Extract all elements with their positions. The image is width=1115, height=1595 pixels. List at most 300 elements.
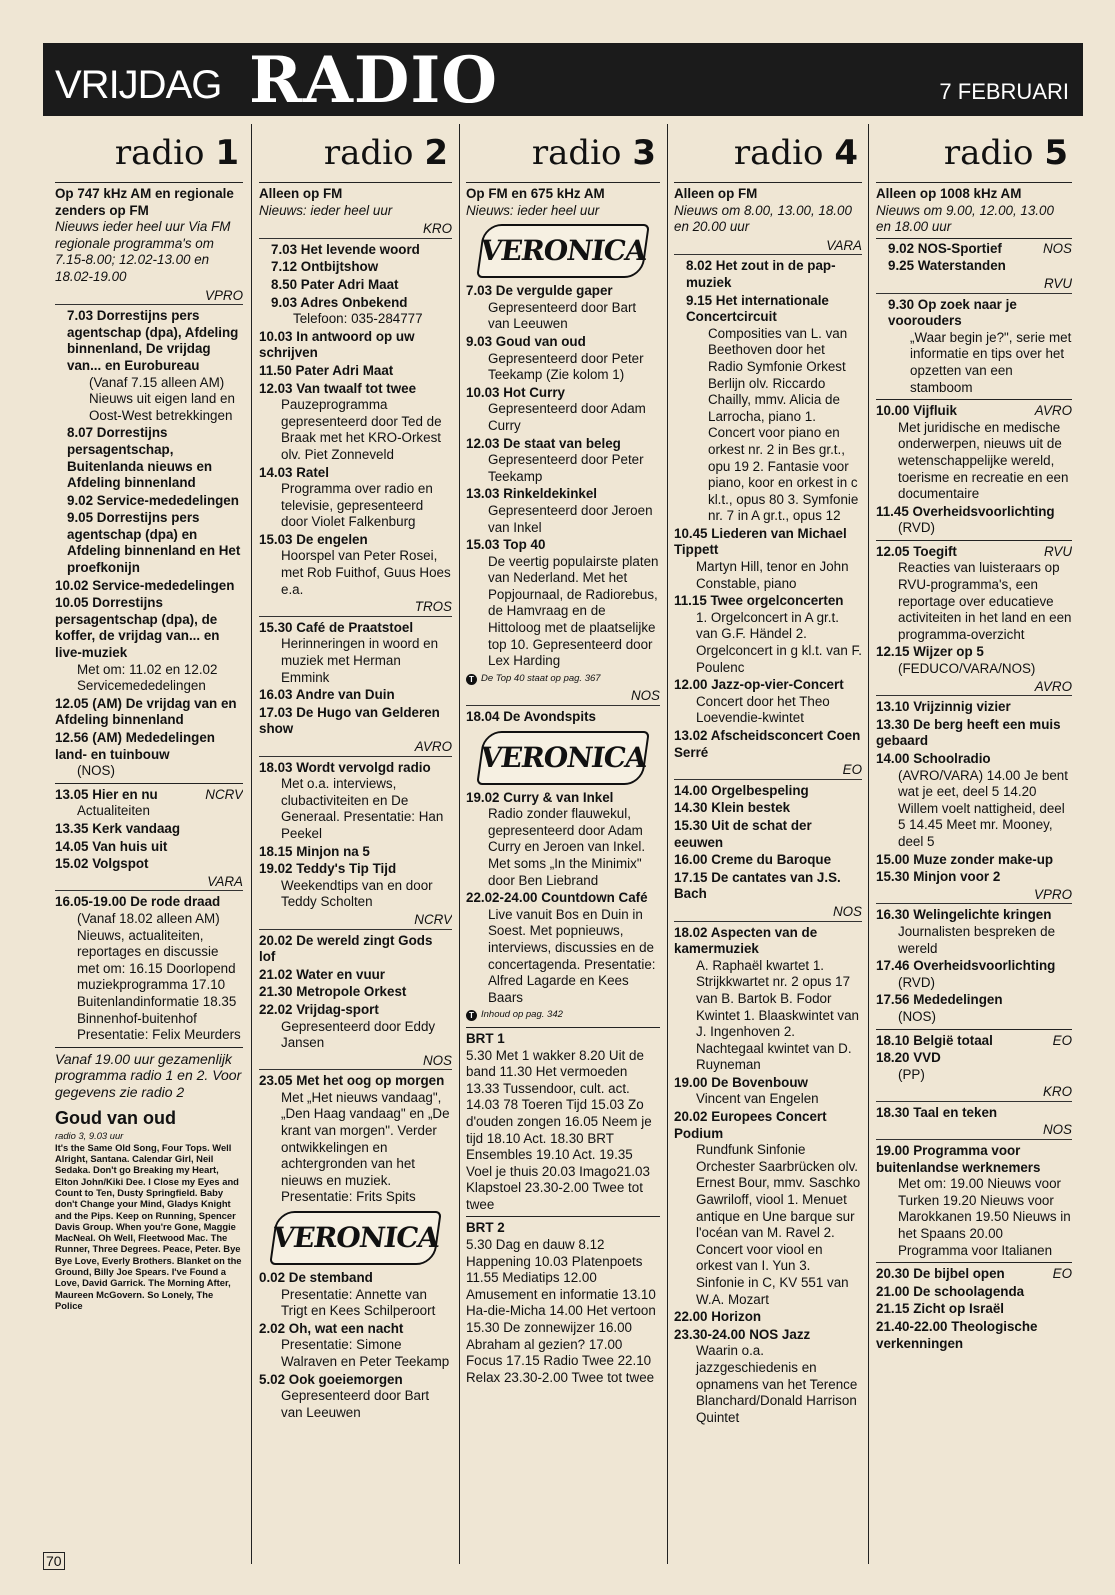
- program-entry: [466, 790, 660, 890]
- program-entry: [55, 730, 243, 780]
- program-title: 17.15 De cantates van J.S. Bach: [674, 869, 841, 902]
- program-description: Composities van L. van Beethoven door het Radio Symfonie Orkest Berlijn olv. Riccardo Chailly, mmv. Alicia de Larrocha, piano 1. Concert voor piano en orkest nr. 2 in Bes gr.t., opu 19 2. Fantasie voor piano, koor en orkest in c kl.t., opus 80 3. Symfonie nr. 7 in A gr.t., opus 12: [708, 325, 859, 524]
- program-title: 8.02 Het zout in de pap-muziek: [686, 258, 836, 290]
- veronica-logo: VERONICA: [269, 1211, 442, 1265]
- broadcaster-label: EO: [674, 762, 862, 780]
- program-description: „Waar begin je?", serie met informatie en tips over het opzetten van een stamboom: [910, 329, 1072, 395]
- program-entry: [674, 677, 862, 727]
- brt-schedule: 5.30 Dag en dauw 8.12 Happening 10.03 Platenpoets 11.55 Mediatips 12.00 Amusement en informatie 13.10 Ha-die-Micha 14.00 Het vertoon 15.30 De zonnewijzer 16.00 Abraham al gezien? 17.00 Focus 17.15 Radio Twee 22.10 Relax 23.30-2.00 Twee tot twee: [466, 1237, 656, 1385]
- program-entry: [674, 783, 862, 800]
- column-divider: [459, 124, 460, 1564]
- program-title: 20.02 Europees Concert Podium: [674, 1109, 827, 1141]
- program-description: (RVD): [898, 974, 935, 990]
- program-entry: [674, 1309, 862, 1326]
- program-title: 15.03 De engelen: [259, 531, 368, 547]
- program-title: 13.02 Afscheidsconcert Coen Serré: [674, 728, 861, 760]
- veronica-logo: VERONICA: [476, 731, 650, 785]
- program-title: 16.00 Creme du Baroque: [674, 852, 832, 868]
- program-description: Gepresenteerd door Peter Teekamp: [488, 452, 644, 484]
- program-title: 14.00 Orgelbespeling: [674, 782, 809, 798]
- program-title: 11.15 Twee orgelconcerten: [674, 593, 844, 609]
- program-entry: [55, 595, 243, 695]
- tv-icon: T: [466, 1010, 477, 1021]
- program-title: 9.03 Goud van oud: [466, 333, 586, 349]
- program-title: 9.02 Service-mededelingen: [67, 492, 239, 508]
- program-description: Pauzeprogramma gepresenteerd door Ted de Braak met het KRO-Orkest olv. Piet Zonneveld: [281, 397, 442, 462]
- program-title: 14.03 Ratel: [259, 464, 329, 480]
- broadcaster-label: RVU: [876, 276, 1072, 294]
- program-entry: [259, 687, 452, 704]
- program-description: (Vanaf 7.15 alleen AM) Nieuws uit eigen land en Oost-West betrekkingen: [89, 374, 235, 423]
- broadcaster-tag: EO: [1052, 1266, 1072, 1282]
- column-title-label: radio: [323, 133, 414, 173]
- brt-listing: [466, 1220, 660, 1386]
- program-title: 13.03 Rinkeldekinkel: [466, 486, 598, 502]
- page-reference-note: [466, 671, 660, 688]
- program-entry: [876, 717, 1072, 750]
- program-entry: [876, 1033, 1072, 1050]
- program-entry: [876, 1319, 1072, 1352]
- program-entry: [259, 844, 452, 861]
- program-entry: [259, 1372, 452, 1422]
- program-title: 21.02 Water en vuur: [259, 966, 386, 982]
- column-intro: [55, 186, 243, 286]
- program-title: 15.30 Uit de schat der eeuwen: [674, 817, 812, 850]
- program-title: 21.40-22.00 Theologische verkenningen: [876, 1319, 1038, 1351]
- program-title-text: 20.30 De bijbel open: [876, 1266, 1005, 1282]
- program-title: 10.05 Dorrestijns persagentschap (dpa), de koffer, de vrijdag van... en live-muziek: [55, 595, 220, 661]
- program-title: 10.03 Hot Curry: [466, 384, 565, 400]
- column-title-number: 4: [834, 133, 858, 173]
- tv-icon: T: [466, 674, 477, 685]
- program-entry: [674, 818, 862, 851]
- program-entry: [259, 933, 452, 966]
- program-entry: [259, 532, 452, 598]
- program-title: 21.15 Zicht op Israël: [876, 1301, 1005, 1317]
- intro-news: Nieuws ieder heel uur Via FM regionale programma's om 7.15-8.00; 12.02-13.00 en 18.02-19.00: [55, 219, 231, 284]
- program-title: [888, 241, 1072, 258]
- program-entry: [259, 760, 452, 843]
- program-description: Vincent van Engelen: [696, 1091, 819, 1107]
- program-entry: [876, 504, 1072, 537]
- broadcaster-tag: NOS: [1042, 240, 1072, 256]
- program-entry: [876, 644, 1072, 677]
- program-entry: [259, 242, 452, 259]
- program-title: 22.02 Vrijdag-sport: [259, 1001, 379, 1017]
- column-title-label: radio: [943, 133, 1034, 173]
- program-entry: [674, 1075, 862, 1108]
- column-radio-5: [876, 124, 1072, 1569]
- program-entry: [259, 705, 452, 738]
- column-radio-1: [55, 124, 243, 1569]
- section-rule: [55, 783, 243, 784]
- column-intro: [876, 186, 1072, 236]
- program-title-text: 18.10 België totaal: [876, 1032, 993, 1048]
- program-title: 11.50 Pater Adri Maat: [259, 362, 394, 378]
- program-entry: [55, 696, 243, 729]
- program-entry: [876, 297, 1072, 397]
- program-title: 16.05-19.00 De rode draad: [55, 894, 221, 910]
- program-entry: [876, 1266, 1072, 1283]
- program-title: 7.12 Ontbijtshow: [271, 259, 379, 275]
- intro-news: Nieuws om 8.00, 13.00, 18.00 en 20.00 uur: [674, 202, 852, 235]
- program-title: 10.03 In antwoord op uw schrijven: [259, 328, 415, 361]
- program-entry: [259, 363, 452, 380]
- program-title: 17.46 Overheidsvoorlichting: [876, 958, 1056, 974]
- broadcaster-label: KRO: [259, 221, 452, 239]
- program-entry: [876, 1284, 1072, 1301]
- intro-frequency: Alleen op FM: [674, 186, 758, 201]
- intro-frequency: Op FM en 675 kHz AM: [466, 186, 605, 201]
- program-title: 7.03 De vergulde gaper: [466, 283, 613, 299]
- column-divider: [667, 124, 668, 1564]
- program-entry: [876, 258, 1072, 275]
- program-entry: [674, 925, 862, 1074]
- column-radio-2: [259, 124, 452, 1569]
- column-title-number: 3: [632, 133, 656, 173]
- program-description: Met om: 19.00 Nieuws voor Turken 19.20 Nieuws voor Marokkanen 19.50 Nieuws in het Spaans 20.00 Programma voor Italianen: [898, 1176, 1071, 1258]
- program-description: Presentatie: Annette van Trigt en Kees Schilperoort: [281, 1286, 436, 1319]
- program-title: 12.03 De staat van beleg: [466, 435, 621, 451]
- program-description: Gepresenteerd door Bart van Leeuwen: [488, 299, 637, 332]
- column-title: [259, 124, 452, 183]
- broadcaster-label: VARA: [55, 874, 243, 892]
- program-entry: [876, 1105, 1072, 1122]
- column-title: [55, 124, 243, 183]
- program-title: 21.00 De schoolagenda: [876, 1283, 1025, 1299]
- column-title-number: 5: [1044, 133, 1068, 173]
- program-entry: [55, 787, 243, 820]
- program-title: 15.30 Café de Praatstoel: [259, 619, 414, 635]
- broadcaster-label: VPRO: [55, 288, 243, 306]
- program-title: 22.02-24.00 Countdown Café: [466, 890, 648, 906]
- program-entry: [466, 537, 660, 670]
- section-rule: [876, 399, 1072, 400]
- program-entry: [259, 1002, 452, 1052]
- program-entry: [55, 821, 243, 838]
- intro-frequency: Alleen op FM: [259, 186, 343, 201]
- program-title: 23.30-24.00 NOS Jazz: [674, 1326, 811, 1342]
- program-title: 12.56 (AM) Mededelingen land- en tuinbouw: [55, 730, 215, 762]
- program-title: 19.00 Programma voor buitenlandse werknemers: [876, 1143, 1041, 1175]
- program-entry: [55, 308, 243, 424]
- program-title: 9.25 Waterstanden: [888, 258, 1006, 274]
- program-title: 18.02 Aspecten van de kamermuziek: [674, 924, 818, 957]
- program-title: [876, 544, 1072, 561]
- program-entry: [876, 403, 1072, 503]
- program-entry: [876, 238, 1072, 258]
- column-radio-4: [674, 124, 862, 1569]
- program-title: 18.30 Taal en teken: [876, 1104, 998, 1120]
- program-description: (AVRO/VARA) 14.00 Je bent wat je eet, deel 5 14.20 Willem voelt nattigheid, deel 5 14.45 Meet mr. Mooney, deel 5: [898, 767, 1068, 849]
- program-entry: [466, 486, 660, 536]
- brt-schedule: 5.30 Met 1 wakker 8.20 Uit de band 11.30 Het vermoeden 13.33 Tussendoor, cult. act. 14.03 78 Toeren Tijd 15.03 Zo d'ouden zongen 16.05 Neem je tijd 18.10 Act. 18.30 BRT Ensembles 19.10 Act. 19.35 Voel je thuis 20.03 Imago21.03 Klapstoel 23.30-2.00 Twee tot twee: [466, 1047, 652, 1212]
- program-entry: [876, 1143, 1072, 1259]
- program-entry: [674, 728, 862, 761]
- column-title-number: 2: [424, 133, 448, 173]
- program-description: Concert door het Theo Loevendie-kwintet: [696, 693, 830, 726]
- program-title: 11.45 Overheidsvoorlichting: [876, 503, 1055, 519]
- program-title: [876, 1266, 1072, 1283]
- program-title: 7.03 Dorrestijns pers agentschap (dpa), Afdeling binnenland, De vrijdag van... en Eurobureau: [67, 308, 239, 373]
- program-description: Met o.a. interviews, clubactiviteiten en De Generaal. Presentatie: Han Peekel: [281, 776, 444, 841]
- program-entry: [55, 510, 243, 576]
- broadcaster-label: KRO: [876, 1084, 1072, 1102]
- program-description: Met om: 11.02 en 12.02 Servicemededelingen: [77, 661, 218, 694]
- header-day: VRIJDAG: [55, 63, 222, 107]
- program-title: 13.30 De berg heeft een muis gebaard: [876, 716, 1061, 749]
- program-entry: [259, 381, 452, 464]
- program-entry: [259, 967, 452, 984]
- goud-van-oud-tracklist: It's the Same Old Song, Four Tops. Well Alright, Santana. Calendar Girl, Neil Sedaka. Don't go Breaking my Heart, Elton John/Kiki Dee. I Close my Eyes and Count to Ten, Dusty Springfield. Baby don't Change your Mind, Gladys Knight and the Pips. Keep on Running, Spencer Davis Group. When you're Gone, Maggie MacNeal. Oh Well, Fleetwood Mac. The Runner, Three Degrees. Peace, Peter. Bye Bye Love, Everly Brothers. Blanket on the Ground, Billy Joe Spears. I've Found a Love, David Garrick. The Morning After, Maureen McGovern. So Lonely, The Police: [55, 1141, 242, 1311]
- program-title: 21.30 Metropole Orkest: [259, 984, 407, 1000]
- program-entry: [876, 699, 1072, 716]
- program-description: Met juridische en medische onderwerpen, nieuws uit de wetenschappelijke wereld, toerisme en recreatie en een documentaire: [898, 419, 1069, 502]
- program-description: (Vanaf 18.02 alleen AM) Nieuws, actualiteiten, reportages en discussie met om: 16.15 Doorlopend muziekprogramma 17.10 Buitenlandinformatie 18.35 Binnenhof-buitenhof Presentatie: Felix Meurders: [77, 910, 241, 1043]
- program-title: 17.03 De Hugo van Gelderen show: [259, 704, 440, 737]
- program-description: Gepresenteerd door Bart van Leeuwen: [281, 1388, 430, 1420]
- program-entry: [259, 1073, 452, 1206]
- program-entry: [466, 890, 660, 1006]
- program-description: Rundfunk Sinfonie Orchester Saarbrücken olv. Ernest Bour, mmv. Saschko Gawriloff, viool 1. Menuet antique en Une barque sur l'océan van M. Ravel 2. Concert voor viool en orkest van I. Yun 3. Sinfonie in C, KV 551 van W.A. Mozart: [696, 1142, 861, 1307]
- column-intro: [466, 186, 660, 219]
- broadcaster-label: VARA: [674, 238, 862, 256]
- broadcaster-label: VPRO: [876, 887, 1072, 905]
- program-entry: [259, 465, 452, 531]
- program-title: 22.00 Horizon: [674, 1309, 762, 1325]
- program-title: 12.03 Van twaalf tot twee: [259, 380, 417, 396]
- intro-news: Nieuws om 9.00, 12.00, 13.00 en 18.00 uur: [876, 202, 1054, 235]
- program-title: 2.02 Oh, wat een nacht: [259, 1320, 404, 1336]
- program-title: 14.30 Klein bestek: [674, 800, 791, 816]
- program-description: (FEDUCO/VARA/NOS): [898, 661, 1036, 677]
- brt-listing: [466, 1031, 660, 1214]
- program-entry: [55, 425, 243, 491]
- program-entry: [55, 856, 243, 873]
- program-title: 16.03 Andre van Duin: [259, 687, 395, 703]
- program-title: 15.00 Muze zonder make-up: [876, 851, 1054, 867]
- header-title: RADIO: [249, 43, 499, 118]
- program-title: 12.15 Wijzer op 5: [876, 644, 984, 660]
- program-entry: [259, 1270, 452, 1320]
- program-title: 8.07 Dorrestijns persagentschap, Buitenlanda nieuws en Afdeling binnenland: [67, 425, 213, 491]
- column-title: [674, 124, 862, 183]
- program-title: 7.03 Het levende woord: [271, 241, 420, 257]
- column-title-number: 1: [215, 133, 239, 173]
- program-title: 15.03 Top 40: [466, 537, 546, 553]
- program-description: Gepresenteerd door Peter Teekamp (Zie kolom 1): [488, 350, 644, 383]
- broadcaster-label: AVRO: [876, 679, 1072, 697]
- program-entry: [466, 385, 660, 435]
- program-title: 13.35 Kerk vandaag: [55, 820, 181, 836]
- program-entry: [674, 258, 862, 291]
- program-title: 19.02 Teddy's Tip Tijd: [259, 861, 397, 877]
- program-entry: [674, 593, 862, 676]
- program-title: 18.15 Minjon na 5: [259, 843, 370, 859]
- column-title: [876, 124, 1072, 183]
- broadcaster-label: NOS: [674, 904, 862, 922]
- intro-news: Nieuws: ieder heel uur: [466, 202, 600, 218]
- program-description: Programma over radio en televisie, gepresenteerd door Violet Falkenburg: [281, 481, 433, 530]
- note-text: De Top 40 staat op pag. 367: [481, 672, 601, 684]
- program-description: Met „Het nieuws vandaag", „Den Haag vandaag" en „De krant van morgen". Verder ontwikkelingen en achtergronden van het nieuws en muziek. Presentatie: Frits Spits: [281, 1089, 450, 1205]
- program-title: 5.02 Ook goeiemorgen: [259, 1371, 403, 1387]
- program-entry: [466, 283, 660, 333]
- goud-van-oud-title: Goud van oud: [55, 1108, 176, 1129]
- program-description: (PP): [898, 1066, 925, 1082]
- program-description: Gepresenteerd door Adam Curry: [488, 401, 646, 433]
- program-entry: [876, 869, 1072, 886]
- program-title: 10.02 Service-mededelingen: [55, 577, 235, 593]
- column-title-label: radio: [531, 133, 622, 173]
- program-title: 17.56 Mededelingen: [876, 992, 1003, 1008]
- column-divider: [868, 124, 869, 1564]
- program-entry: [876, 544, 1072, 644]
- program-description: 1. Orgelconcert in A gr.t. van G.F. Händel 2. Orgelconcert in g kl.t. van F. Poulenc: [696, 609, 862, 675]
- program-entry: [259, 1321, 452, 1371]
- program-description: Radio zonder flauwekul, gepresenteerd door Adam Curry en Jeroen van Inkel. Met soms „In the Minimix" door Ben Liebrand: [488, 806, 646, 888]
- program-entry: [674, 1327, 862, 1427]
- brt-title: BRT 2: [466, 1220, 505, 1236]
- program-description: A. Raphaël kwartet 1. Strijkkwartet nr. 2 opus 17 van B. Bartok B. Fodor Kwintet 1. Blaaskwintet van J. Ingenhoven 2. Nachtegaal kwintet van D. Ruyneman: [696, 957, 860, 1073]
- program-description: Herinneringen in woord en muziek met Herman Emmink: [281, 636, 439, 685]
- brt-title: BRT 1: [466, 1030, 505, 1046]
- program-title: 9.05 Dorrestijns pers agentschap (dpa) en Afdeling binnenland en Het proefkonijn: [67, 510, 241, 576]
- program-title: [876, 403, 1072, 420]
- column-title: [466, 124, 660, 183]
- program-entry: [674, 1109, 862, 1308]
- program-entry: [55, 578, 243, 595]
- program-title: 15.30 Minjon voor 2: [876, 869, 1001, 885]
- goud-van-oud-subtitle: radio 3, 9.03 uur: [55, 1130, 124, 1142]
- program-entry: [259, 861, 452, 911]
- program-entry: [55, 839, 243, 856]
- program-title: 18.04 De Avondspits: [466, 709, 596, 725]
- program-entry: [466, 709, 660, 726]
- broadcaster-label: NOS: [876, 1122, 1072, 1140]
- program-entry: [876, 992, 1072, 1025]
- section-rule: [876, 1029, 1072, 1030]
- program-description: Weekendtips van en door Teddy Scholten: [281, 877, 433, 910]
- page-reference-note: [466, 1007, 660, 1024]
- program-entry: [876, 958, 1072, 991]
- program-title: 12.05 (AM) De vrijdag van en Afdeling binnenland: [55, 695, 237, 728]
- program-description: De veertig populairste platen van Nederland. Met het Popjournaal, de Radiorebus, de Hamvraag en de Hittoloog met de plaatselijke top 10. Gepresenteerd door Lex Harding: [488, 553, 659, 669]
- program-description: (RVD): [898, 520, 935, 536]
- column-title-label: radio: [733, 133, 824, 173]
- broadcaster-label: NOS: [466, 688, 660, 706]
- program-entry: [259, 984, 452, 1001]
- program-title-text: 10.00 Vijfluik: [876, 403, 957, 419]
- broadcaster-tag: NCRV: [205, 786, 243, 802]
- program-entry: [55, 493, 243, 510]
- header-date: 7 FEBRUARI: [939, 79, 1069, 104]
- program-description: Actualiteiten: [77, 803, 150, 819]
- program-entry: [674, 852, 862, 869]
- program-description: Hoorspel van Peter Rosei, met Rob Fuithof, Guus Hoes e.a.: [281, 548, 451, 597]
- intro-news: Nieuws: ieder heel uur: [259, 202, 393, 218]
- program-entry: [466, 436, 660, 486]
- program-title: 9.15 Het internationale Concertcircuit: [686, 292, 829, 325]
- program-entry: [466, 334, 660, 384]
- program-description: (NOS): [77, 763, 115, 779]
- program-entry: [259, 620, 452, 686]
- broadcaster-tag: RVU: [1043, 543, 1072, 559]
- broadcaster-label: NOS: [259, 1053, 452, 1071]
- program-entry: [674, 800, 862, 817]
- page-number: 70: [43, 1552, 65, 1570]
- veronica-logo: VERONICA: [476, 224, 650, 278]
- broadcaster-label: AVRO: [259, 739, 452, 757]
- column-intro: [674, 186, 862, 236]
- program-description: Gepresenteerd door Jeroen van Inkel: [488, 502, 653, 535]
- program-title-text: 12.05 Toegift: [876, 543, 957, 559]
- column-title-label: radio: [114, 133, 205, 173]
- column-radio-3: [466, 124, 660, 1569]
- broadcaster-tag: EO: [1052, 1032, 1072, 1048]
- program-title: [876, 1033, 1072, 1050]
- program-description: Martyn Hill, tenor en John Constable, piano: [696, 559, 849, 591]
- program-entry: [674, 870, 862, 903]
- program-description: Journalisten bespreken de wereld: [898, 923, 1056, 956]
- program-title: 14.00 Schoolradio: [876, 751, 991, 766]
- program-title: 16.30 Welingelichte kringen: [876, 907, 1052, 923]
- program-title: 18.03 Wordt vervolgd radio: [259, 759, 431, 775]
- column-intro: [259, 186, 452, 219]
- program-description: (NOS): [898, 1008, 936, 1024]
- program-entry: [259, 277, 452, 294]
- section-rule: [466, 1216, 660, 1217]
- program-entry: [259, 295, 452, 328]
- program-entry: [674, 293, 862, 525]
- program-title: 0.02 De stemband: [259, 1270, 373, 1286]
- section-rule: [55, 1047, 243, 1048]
- program-entry: [876, 1301, 1072, 1318]
- section-rule: [466, 1027, 660, 1028]
- broadcaster-label: NCRV: [259, 912, 452, 930]
- program-title-text: 9.02 NOS-Sportief: [888, 240, 1002, 256]
- program-description: Live vanuit Bos en Duin in Soest. Met popnieuws, interviews, discussies en de concertagenda. Presentatie: Alfred Lagarde en Kees Baars: [488, 906, 656, 1005]
- page-header: [43, 43, 1083, 116]
- program-entry: [259, 329, 452, 362]
- program-title: 8.50 Pater Adri Maat: [271, 276, 399, 292]
- program-title: [55, 787, 243, 804]
- program-title: 23.05 Met het oog op morgen: [259, 1073, 445, 1089]
- program-entry: [674, 526, 862, 592]
- program-title: 10.45 Liederen van Michael Tippett: [674, 525, 847, 558]
- program-description: Gepresenteerd door Eddy Jansen: [281, 1018, 436, 1051]
- program-entry: [259, 259, 452, 276]
- program-title: 20.02 De wereld zingt Gods lof: [259, 932, 433, 965]
- section-rule: [876, 540, 1072, 541]
- program-entry: [55, 894, 243, 1043]
- program-note: Vanaf 19.00 uur gezamenlijk programma radio 1 en 2. Voor gegevens zie radio 2: [55, 1050, 242, 1100]
- section-rule: [876, 1262, 1072, 1263]
- broadcaster-label: TROS: [259, 599, 452, 617]
- program-entry: [876, 751, 1072, 851]
- column-divider: [251, 124, 252, 1564]
- broadcaster-tag: AVRO: [1034, 403, 1072, 419]
- program-title: 19.02 Curry & van Inkel: [466, 789, 614, 805]
- program-title: 15.02 Volgspot: [55, 856, 149, 872]
- program-entry: [876, 1050, 1072, 1083]
- program-description: Reacties van luisteraars op RVU-programma's, een reportage over educatieve activiteiten in het land en een programma-overzicht: [898, 560, 1072, 642]
- program-description: Waarin o.a. jazzgeschiedenis en opnamens van het Terence Blanchard/Donald Harrison Quintet: [696, 1343, 858, 1425]
- program-title: 13.10 Vrijzinnig vizier: [876, 699, 1011, 715]
- program-title: 14.05 Van huis uit: [55, 838, 168, 854]
- program-title: 9.30 Op zoek naar je voorouders: [888, 296, 1017, 329]
- program-title: 19.00 De Bovenbouw: [674, 1074, 808, 1090]
